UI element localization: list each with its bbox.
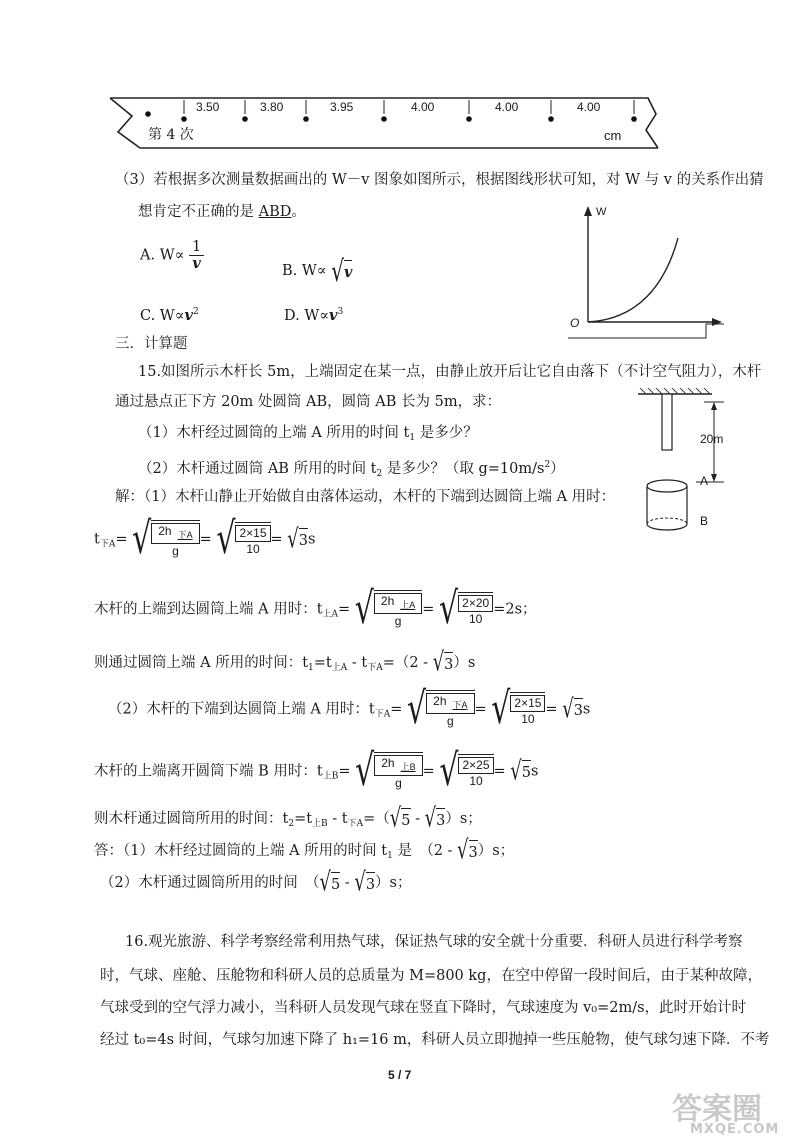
solution-formula-5: 木杆的上端离开圆筒下端 B 用时：$t_{上B}=$ √ $\frac{2h _{上B}}{g}$ = √ $\frac{2\times 25}{10}$ = √ 5 s bbox=[94, 745, 539, 797]
tape-run-label: 第 4 次 bbox=[148, 127, 194, 143]
q3-line-1: （3）若根据多次测量数据画出的 W－v 图象如图所示，根据图线形状可知，对 W 与 v 的关系作出猜 bbox=[115, 172, 764, 188]
solution-formula-1: $t_{下A}=$ √ $\frac{2h _{下A}}{g}$ = √ $\frac{2\times 15}{10}$ = √ 3 s bbox=[94, 513, 316, 565]
q3-line-2: 想肯定不正确的是 ABD。 bbox=[138, 204, 306, 220]
q16-line-3: 气球受到的空气浮力减小，当科研人员发现气球在竖直下降时，气球速度为 v₀=2m/s，此时开始计时 bbox=[100, 1000, 747, 1016]
tape-interval-6: 4.00 bbox=[577, 100, 601, 114]
graph-origin-label: O bbox=[570, 316, 580, 330]
option-a: A. W∝ $\frac{1}{v}$ bbox=[140, 240, 204, 271]
watermark-logo: 答案圈 bbox=[672, 1092, 762, 1127]
q3-answer: ABD bbox=[258, 204, 292, 220]
figure-label-b: B bbox=[700, 514, 709, 528]
solution-formula-3: 则通过圆筒上端 A 所用的时间：$t_1=t_{上A} - t_{下A}=(2$ - √ 3 ）s bbox=[94, 647, 476, 678]
q15-sub-2: （2）木杆通过圆筒 AB 所用的时间 $t_2$ 是多少？（取 $g=10m/s^2$） bbox=[138, 460, 565, 479]
answer-1: 答：（1）木杆经过圆筒的上端 A 所用的时间 $t_1$ 是 （2 - √ 3 ）s； bbox=[94, 835, 515, 866]
solution-formula-4: （2）木杆的下端到达圆筒上端 A 用时：$t_{下A}=$ √ $\frac{2h _{下A}}{g}$ = √ $\frac{2\times 15}{10}$ = √ 3 s bbox=[108, 683, 591, 735]
tape-diagram bbox=[108, 92, 668, 152]
tape-interval-4: 4.00 bbox=[411, 100, 435, 114]
solution-intro: 解：（1）木杆山静止开始做自由落体运动，木杆的下端到达圆筒上端 A 用时： bbox=[115, 489, 616, 505]
figure-distance-label: 20m bbox=[700, 432, 724, 446]
answer-2: （2）木杆通过圆筒所用的时间 （ √ 5 - √ 3 ）s； bbox=[100, 867, 412, 898]
w-v-graph bbox=[566, 200, 731, 340]
tape-interval-1: 3.50 bbox=[196, 100, 220, 114]
graph-axes bbox=[566, 200, 731, 340]
rod-figure-drawing bbox=[632, 388, 742, 538]
watermark-url: MXQE.COM bbox=[690, 1122, 780, 1137]
tape-interval-2: 3.80 bbox=[260, 100, 284, 114]
q16-line-2: 时，气球、座舱、压舱物和科研人员的总质量为 M=800 kg，在空中停留一段时间后，由于某种故障， bbox=[100, 968, 762, 984]
q15-line-1: 15.如图所示木杆长 5m，上端固定在某一点，由静止放开后让它自由落下（不计空气阻力），木杆 bbox=[138, 364, 762, 380]
page-number: 5 / 7 bbox=[388, 1068, 412, 1082]
option-c: C. $W\propto v^2$ bbox=[140, 307, 199, 324]
q15-sub-1: （1）木杆经过圆筒的上端 A 所用的时间 $t_1$ 是多少？ bbox=[138, 425, 478, 443]
tape-interval-3: 3.95 bbox=[330, 100, 354, 114]
tape-interval-5: 4.00 bbox=[495, 100, 519, 114]
q15-line-2: 通过悬点正下方 20m 处圆筒 AB，圆筒 AB 长为 5m，求： bbox=[115, 394, 502, 410]
graph-y-label: W bbox=[596, 206, 607, 218]
option-b: B. W∝ √ v bbox=[282, 253, 353, 289]
figure-label-a: A bbox=[700, 474, 709, 488]
rod-cylinder-figure bbox=[632, 388, 742, 538]
q16-line-1: 16.观光旅游、科学考察经常利用热气球，保证热气球的安全就十分重要．科研人员进行科学考察 bbox=[125, 934, 743, 950]
q16-line-4: 经过 t₀=4s 时间，气球匀加速下降了 h₁=16 m，科研人员立即抛掉一些压舱物，使气球匀速下降．不考 bbox=[100, 1032, 770, 1048]
section-heading: 三．计算题 bbox=[115, 336, 188, 352]
solution-formula-6: 则木杆通过圆筒所用的时间：$t_2=t_{上B} - t_{下A}=$（ √ 5 - √ 3 ）s； bbox=[94, 803, 482, 834]
solution-formula-2: 木杆的上端到达圆筒上端 A 用时：$t_{上A}=$ √ $\frac{2h _{上A}}{g}$ = √ $\frac{2\times 20}{10}$ =2s； bbox=[94, 583, 537, 635]
tape-unit: cm bbox=[604, 128, 622, 143]
option-d: D. $W\propto v^3$ bbox=[284, 307, 344, 324]
